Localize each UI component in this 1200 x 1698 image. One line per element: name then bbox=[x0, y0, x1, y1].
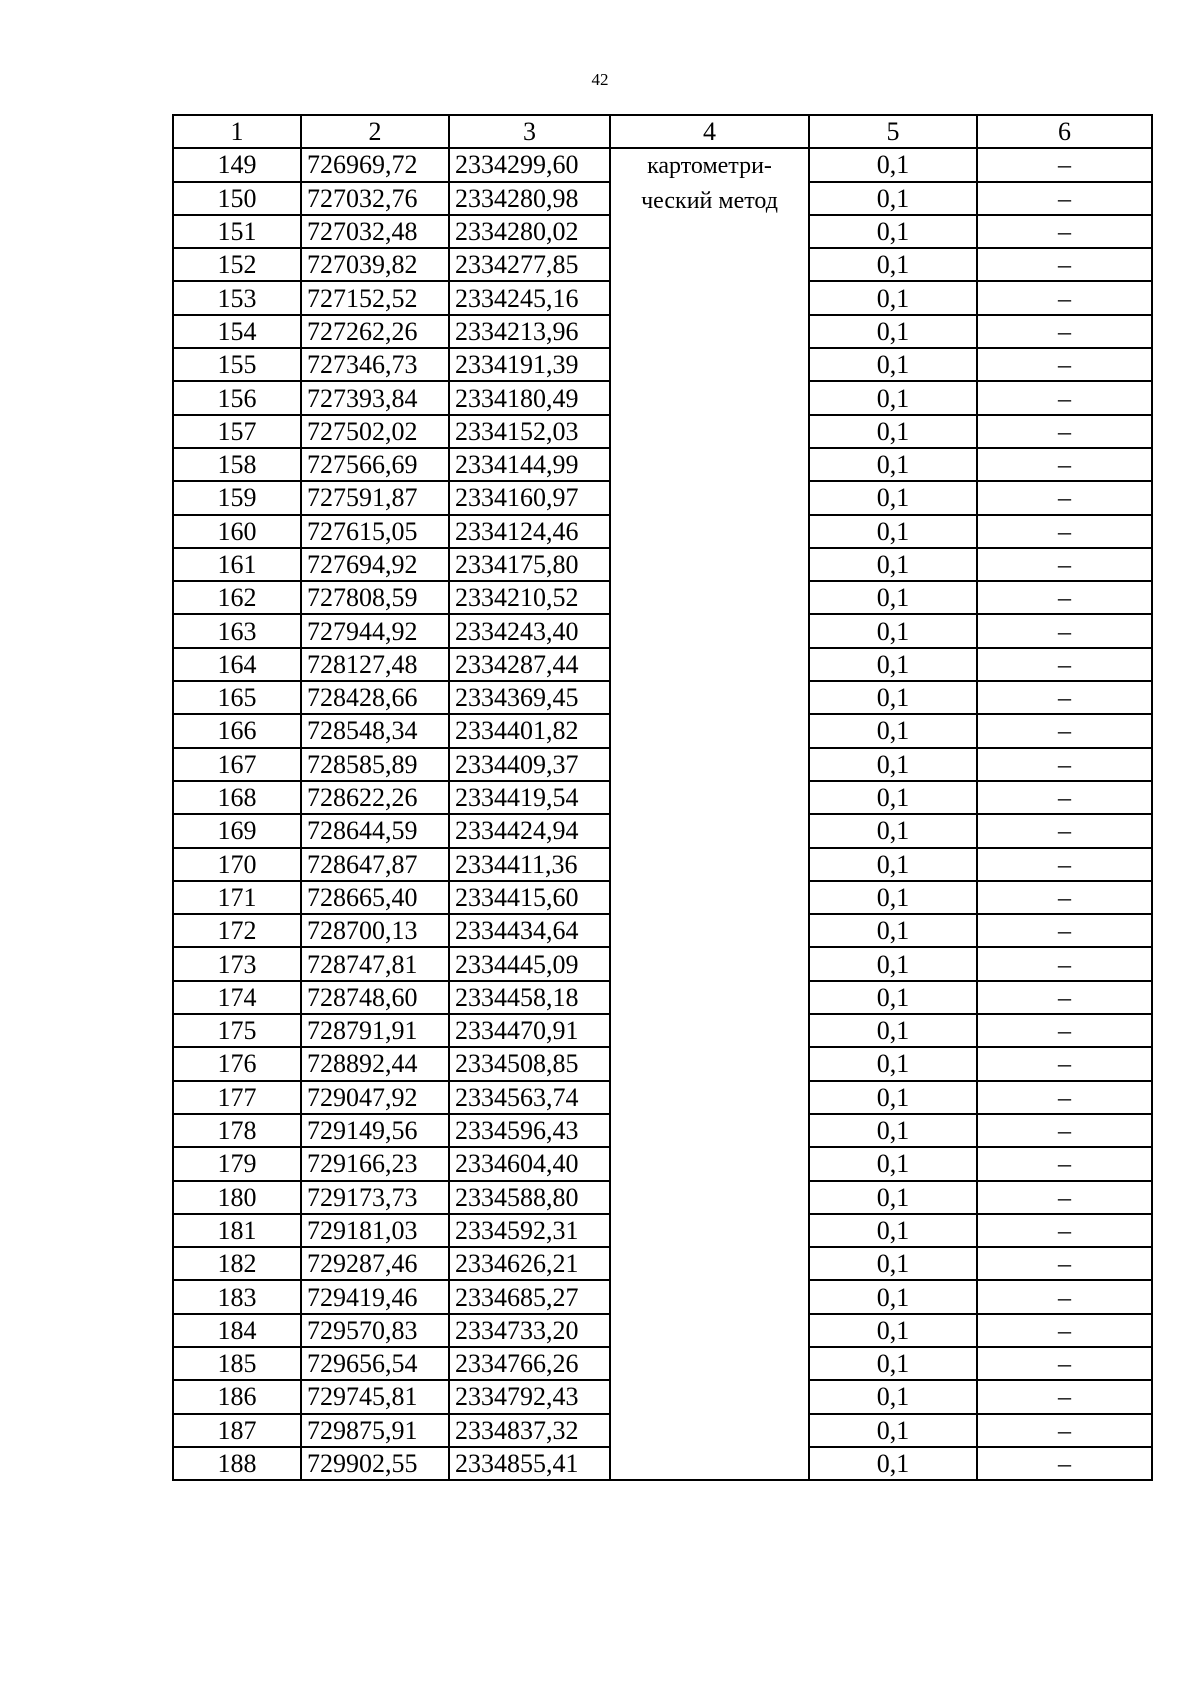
y-coordinate-cell: 2334563,74 bbox=[449, 1081, 610, 1114]
description-cell: – bbox=[977, 415, 1152, 448]
point-number-cell: 178 bbox=[173, 1114, 301, 1147]
description-cell: – bbox=[977, 814, 1152, 847]
accuracy-cell: 0,1 bbox=[809, 714, 977, 747]
x-coordinate-cell: 728747,81 bbox=[301, 947, 449, 980]
accuracy-cell: 0,1 bbox=[809, 614, 977, 647]
point-number-cell: 177 bbox=[173, 1081, 301, 1114]
y-coordinate-cell: 2334213,96 bbox=[449, 315, 610, 348]
x-coordinate-cell: 728791,91 bbox=[301, 1014, 449, 1047]
y-coordinate-cell: 2334191,39 bbox=[449, 348, 610, 381]
y-coordinate-cell: 2334434,64 bbox=[449, 914, 610, 947]
point-number-cell: 182 bbox=[173, 1247, 301, 1280]
x-coordinate-cell: 727393,84 bbox=[301, 381, 449, 414]
x-coordinate-cell: 727502,02 bbox=[301, 415, 449, 448]
description-cell: – bbox=[977, 947, 1152, 980]
description-cell: – bbox=[977, 781, 1152, 814]
accuracy-cell: 0,1 bbox=[809, 581, 977, 614]
point-number-cell: 169 bbox=[173, 814, 301, 847]
accuracy-cell: 0,1 bbox=[809, 781, 977, 814]
description-cell: – bbox=[977, 1081, 1152, 1114]
description-cell: – bbox=[977, 1147, 1152, 1180]
accuracy-cell: 0,1 bbox=[809, 1114, 977, 1147]
point-number-cell: 161 bbox=[173, 548, 301, 581]
y-coordinate-cell: 2334180,49 bbox=[449, 381, 610, 414]
y-coordinate-cell: 2334411,36 bbox=[449, 848, 610, 881]
point-number-cell: 188 bbox=[173, 1447, 301, 1480]
description-cell: – bbox=[977, 1414, 1152, 1447]
point-number-cell: 174 bbox=[173, 981, 301, 1014]
y-coordinate-cell: 2334837,32 bbox=[449, 1414, 610, 1447]
y-coordinate-cell: 2334424,94 bbox=[449, 814, 610, 847]
point-number-cell: 168 bbox=[173, 781, 301, 814]
y-coordinate-cell: 2334124,46 bbox=[449, 515, 610, 548]
y-coordinate-cell: 2334604,40 bbox=[449, 1147, 610, 1180]
x-coordinate-cell: 728748,60 bbox=[301, 981, 449, 1014]
y-coordinate-cell: 2334369,45 bbox=[449, 681, 610, 714]
page-number: 42 bbox=[591, 70, 609, 89]
description-cell: – bbox=[977, 481, 1152, 514]
x-coordinate-cell: 727152,52 bbox=[301, 281, 449, 314]
method-text-line: картометри- bbox=[647, 153, 772, 180]
y-coordinate-cell: 2334458,18 bbox=[449, 981, 610, 1014]
x-coordinate-cell: 728892,44 bbox=[301, 1047, 449, 1080]
description-cell: – bbox=[977, 881, 1152, 914]
y-coordinate-cell: 2334280,98 bbox=[449, 182, 610, 215]
accuracy-cell: 0,1 bbox=[809, 148, 977, 181]
description-cell: – bbox=[977, 1014, 1152, 1047]
description-cell: – bbox=[977, 848, 1152, 881]
accuracy-cell: 0,1 bbox=[809, 1447, 977, 1480]
y-coordinate-cell: 2334243,40 bbox=[449, 614, 610, 647]
x-coordinate-cell: 728622,26 bbox=[301, 781, 449, 814]
x-coordinate-cell: 727694,92 bbox=[301, 548, 449, 581]
accuracy-cell: 0,1 bbox=[809, 481, 977, 514]
point-number-cell: 154 bbox=[173, 315, 301, 348]
description-cell: – bbox=[977, 1347, 1152, 1380]
y-coordinate-cell: 2334409,37 bbox=[449, 748, 610, 781]
point-number-cell: 167 bbox=[173, 748, 301, 781]
x-coordinate-cell: 729875,91 bbox=[301, 1414, 449, 1447]
point-number-cell: 157 bbox=[173, 415, 301, 448]
accuracy-cell: 0,1 bbox=[809, 648, 977, 681]
point-number-cell: 155 bbox=[173, 348, 301, 381]
accuracy-cell: 0,1 bbox=[809, 182, 977, 215]
point-number-cell: 159 bbox=[173, 481, 301, 514]
y-coordinate-cell: 2334299,60 bbox=[449, 148, 610, 181]
description-cell: – bbox=[977, 1247, 1152, 1280]
column-header: 3 bbox=[449, 115, 610, 148]
x-coordinate-cell: 727944,92 bbox=[301, 614, 449, 647]
description-cell: – bbox=[977, 1280, 1152, 1313]
x-coordinate-cell: 728127,48 bbox=[301, 648, 449, 681]
accuracy-cell: 0,1 bbox=[809, 914, 977, 947]
accuracy-cell: 0,1 bbox=[809, 681, 977, 714]
description-cell: – bbox=[977, 1181, 1152, 1214]
description-cell: – bbox=[977, 182, 1152, 215]
x-coordinate-cell: 729149,56 bbox=[301, 1114, 449, 1147]
accuracy-cell: 0,1 bbox=[809, 1314, 977, 1347]
point-number-cell: 173 bbox=[173, 947, 301, 980]
point-number-cell: 150 bbox=[173, 182, 301, 215]
x-coordinate-cell: 729173,73 bbox=[301, 1181, 449, 1214]
accuracy-cell: 0,1 bbox=[809, 215, 977, 248]
y-coordinate-cell: 2334419,54 bbox=[449, 781, 610, 814]
table-body bbox=[173, 148, 1152, 1480]
y-coordinate-cell: 2334280,02 bbox=[449, 215, 610, 248]
x-coordinate-cell: 729166,23 bbox=[301, 1147, 449, 1180]
y-coordinate-cell: 2334245,16 bbox=[449, 281, 610, 314]
x-coordinate-cell: 728585,89 bbox=[301, 748, 449, 781]
accuracy-cell: 0,1 bbox=[809, 1181, 977, 1214]
x-coordinate-cell: 726969,72 bbox=[301, 148, 449, 181]
accuracy-cell: 0,1 bbox=[809, 848, 977, 881]
accuracy-cell: 0,1 bbox=[809, 1347, 977, 1380]
point-number-cell: 153 bbox=[173, 281, 301, 314]
description-cell: – bbox=[977, 1214, 1152, 1247]
point-number-cell: 149 bbox=[173, 148, 301, 181]
x-coordinate-cell: 728428,66 bbox=[301, 681, 449, 714]
point-number-cell: 175 bbox=[173, 1014, 301, 1047]
point-number-cell: 156 bbox=[173, 381, 301, 414]
point-number-cell: 172 bbox=[173, 914, 301, 947]
description-cell: – bbox=[977, 215, 1152, 248]
y-coordinate-cell: 2334733,20 bbox=[449, 1314, 610, 1347]
x-coordinate-cell: 727615,05 bbox=[301, 515, 449, 548]
x-coordinate-cell: 727591,87 bbox=[301, 481, 449, 514]
x-coordinate-cell: 728647,87 bbox=[301, 848, 449, 881]
description-cell: – bbox=[977, 315, 1152, 348]
description-cell: – bbox=[977, 681, 1152, 714]
description-cell: – bbox=[977, 714, 1152, 747]
description-cell: – bbox=[977, 381, 1152, 414]
x-coordinate-cell: 728644,59 bbox=[301, 814, 449, 847]
x-coordinate-cell: 727808,59 bbox=[301, 581, 449, 614]
description-cell: – bbox=[977, 1114, 1152, 1147]
point-number-cell: 160 bbox=[173, 515, 301, 548]
description-cell: – bbox=[977, 581, 1152, 614]
point-number-cell: 162 bbox=[173, 581, 301, 614]
description-cell: – bbox=[977, 1380, 1152, 1413]
method-cell bbox=[610, 148, 809, 1480]
description-cell: – bbox=[977, 1314, 1152, 1347]
y-coordinate-cell: 2334175,80 bbox=[449, 548, 610, 581]
y-coordinate-cell: 2334470,91 bbox=[449, 1014, 610, 1047]
y-coordinate-cell: 2334287,44 bbox=[449, 648, 610, 681]
accuracy-cell: 0,1 bbox=[809, 881, 977, 914]
accuracy-cell: 0,1 bbox=[809, 348, 977, 381]
x-coordinate-cell: 727032,48 bbox=[301, 215, 449, 248]
accuracy-cell: 0,1 bbox=[809, 1414, 977, 1447]
point-number-cell: 165 bbox=[173, 681, 301, 714]
point-number-cell: 180 bbox=[173, 1181, 301, 1214]
description-cell: – bbox=[977, 748, 1152, 781]
x-coordinate-cell: 727346,73 bbox=[301, 348, 449, 381]
x-coordinate-cell: 728548,34 bbox=[301, 714, 449, 747]
method-text-line: ческий метод bbox=[641, 188, 778, 215]
description-cell: – bbox=[977, 515, 1152, 548]
point-number-cell: 164 bbox=[173, 648, 301, 681]
accuracy-cell: 0,1 bbox=[809, 947, 977, 980]
x-coordinate-cell: 728665,40 bbox=[301, 881, 449, 914]
x-coordinate-cell: 729287,46 bbox=[301, 1247, 449, 1280]
y-coordinate-cell: 2334160,97 bbox=[449, 481, 610, 514]
y-coordinate-cell: 2334277,85 bbox=[449, 248, 610, 281]
table-header-row bbox=[173, 115, 1152, 148]
x-coordinate-cell: 728700,13 bbox=[301, 914, 449, 947]
x-coordinate-cell: 729419,46 bbox=[301, 1280, 449, 1313]
description-cell: – bbox=[977, 648, 1152, 681]
point-number-cell: 152 bbox=[173, 248, 301, 281]
description-cell: – bbox=[977, 981, 1152, 1014]
point-number-cell: 171 bbox=[173, 881, 301, 914]
accuracy-cell: 0,1 bbox=[809, 1047, 977, 1080]
accuracy-cell: 0,1 bbox=[809, 814, 977, 847]
accuracy-cell: 0,1 bbox=[809, 281, 977, 314]
description-cell: – bbox=[977, 614, 1152, 647]
point-number-cell: 183 bbox=[173, 1280, 301, 1313]
y-coordinate-cell: 2334588,80 bbox=[449, 1181, 610, 1214]
accuracy-cell: 0,1 bbox=[809, 515, 977, 548]
column-header: 6 bbox=[977, 115, 1152, 148]
accuracy-cell: 0,1 bbox=[809, 415, 977, 448]
accuracy-cell: 0,1 bbox=[809, 548, 977, 581]
description-cell: – bbox=[977, 281, 1152, 314]
accuracy-cell: 0,1 bbox=[809, 1014, 977, 1047]
y-coordinate-cell: 2334766,26 bbox=[449, 1347, 610, 1380]
column-header: 4 bbox=[610, 115, 809, 148]
x-coordinate-cell: 729047,92 bbox=[301, 1081, 449, 1114]
accuracy-cell: 0,1 bbox=[809, 748, 977, 781]
point-number-cell: 179 bbox=[173, 1147, 301, 1180]
y-coordinate-cell: 2334210,52 bbox=[449, 581, 610, 614]
y-coordinate-cell: 2334626,21 bbox=[449, 1247, 610, 1280]
y-coordinate-cell: 2334508,85 bbox=[449, 1047, 610, 1080]
point-number-cell: 187 bbox=[173, 1414, 301, 1447]
point-number-cell: 181 bbox=[173, 1214, 301, 1247]
x-coordinate-cell: 727032,76 bbox=[301, 182, 449, 215]
description-cell: – bbox=[977, 348, 1152, 381]
column-header: 5 bbox=[809, 115, 977, 148]
x-coordinate-cell: 729745,81 bbox=[301, 1380, 449, 1413]
point-number-cell: 158 bbox=[173, 448, 301, 481]
accuracy-cell: 0,1 bbox=[809, 248, 977, 281]
x-coordinate-cell: 727039,82 bbox=[301, 248, 449, 281]
coordinates-table bbox=[172, 114, 1153, 1481]
accuracy-cell: 0,1 bbox=[809, 1247, 977, 1280]
y-coordinate-cell: 2334792,43 bbox=[449, 1380, 610, 1413]
description-cell: – bbox=[977, 914, 1152, 947]
point-number-cell: 184 bbox=[173, 1314, 301, 1347]
point-number-cell: 151 bbox=[173, 215, 301, 248]
y-coordinate-cell: 2334592,31 bbox=[449, 1214, 610, 1247]
point-number-cell: 166 bbox=[173, 714, 301, 747]
description-cell: – bbox=[977, 548, 1152, 581]
accuracy-cell: 0,1 bbox=[809, 1081, 977, 1114]
y-coordinate-cell: 2334401,82 bbox=[449, 714, 610, 747]
x-coordinate-cell: 729181,03 bbox=[301, 1214, 449, 1247]
column-header: 2 bbox=[301, 115, 449, 148]
column-header: 1 bbox=[173, 115, 301, 148]
x-coordinate-cell: 727566,69 bbox=[301, 448, 449, 481]
y-coordinate-cell: 2334445,09 bbox=[449, 947, 610, 980]
description-cell: – bbox=[977, 148, 1152, 181]
description-cell: – bbox=[977, 248, 1152, 281]
y-coordinate-cell: 2334855,41 bbox=[449, 1447, 610, 1480]
point-number-cell: 170 bbox=[173, 848, 301, 881]
y-coordinate-cell: 2334152,03 bbox=[449, 415, 610, 448]
y-coordinate-cell: 2334144,99 bbox=[449, 448, 610, 481]
point-number-cell: 185 bbox=[173, 1347, 301, 1380]
point-number-cell: 176 bbox=[173, 1047, 301, 1080]
description-cell: – bbox=[977, 1447, 1152, 1480]
accuracy-cell: 0,1 bbox=[809, 1147, 977, 1180]
description-cell: – bbox=[977, 448, 1152, 481]
x-coordinate-cell: 729656,54 bbox=[301, 1347, 449, 1380]
accuracy-cell: 0,1 bbox=[809, 1280, 977, 1313]
accuracy-cell: 0,1 bbox=[809, 1380, 977, 1413]
y-coordinate-cell: 2334685,27 bbox=[449, 1280, 610, 1313]
accuracy-cell: 0,1 bbox=[809, 448, 977, 481]
accuracy-cell: 0,1 bbox=[809, 315, 977, 348]
table-row bbox=[173, 148, 1152, 181]
y-coordinate-cell: 2334596,43 bbox=[449, 1114, 610, 1147]
accuracy-cell: 0,1 bbox=[809, 981, 977, 1014]
x-coordinate-cell: 729902,55 bbox=[301, 1447, 449, 1480]
description-cell: – bbox=[977, 1047, 1152, 1080]
y-coordinate-cell: 2334415,60 bbox=[449, 881, 610, 914]
x-coordinate-cell: 729570,83 bbox=[301, 1314, 449, 1347]
point-number-cell: 186 bbox=[173, 1380, 301, 1413]
accuracy-cell: 0,1 bbox=[809, 1214, 977, 1247]
accuracy-cell: 0,1 bbox=[809, 381, 977, 414]
x-coordinate-cell: 727262,26 bbox=[301, 315, 449, 348]
point-number-cell: 163 bbox=[173, 614, 301, 647]
